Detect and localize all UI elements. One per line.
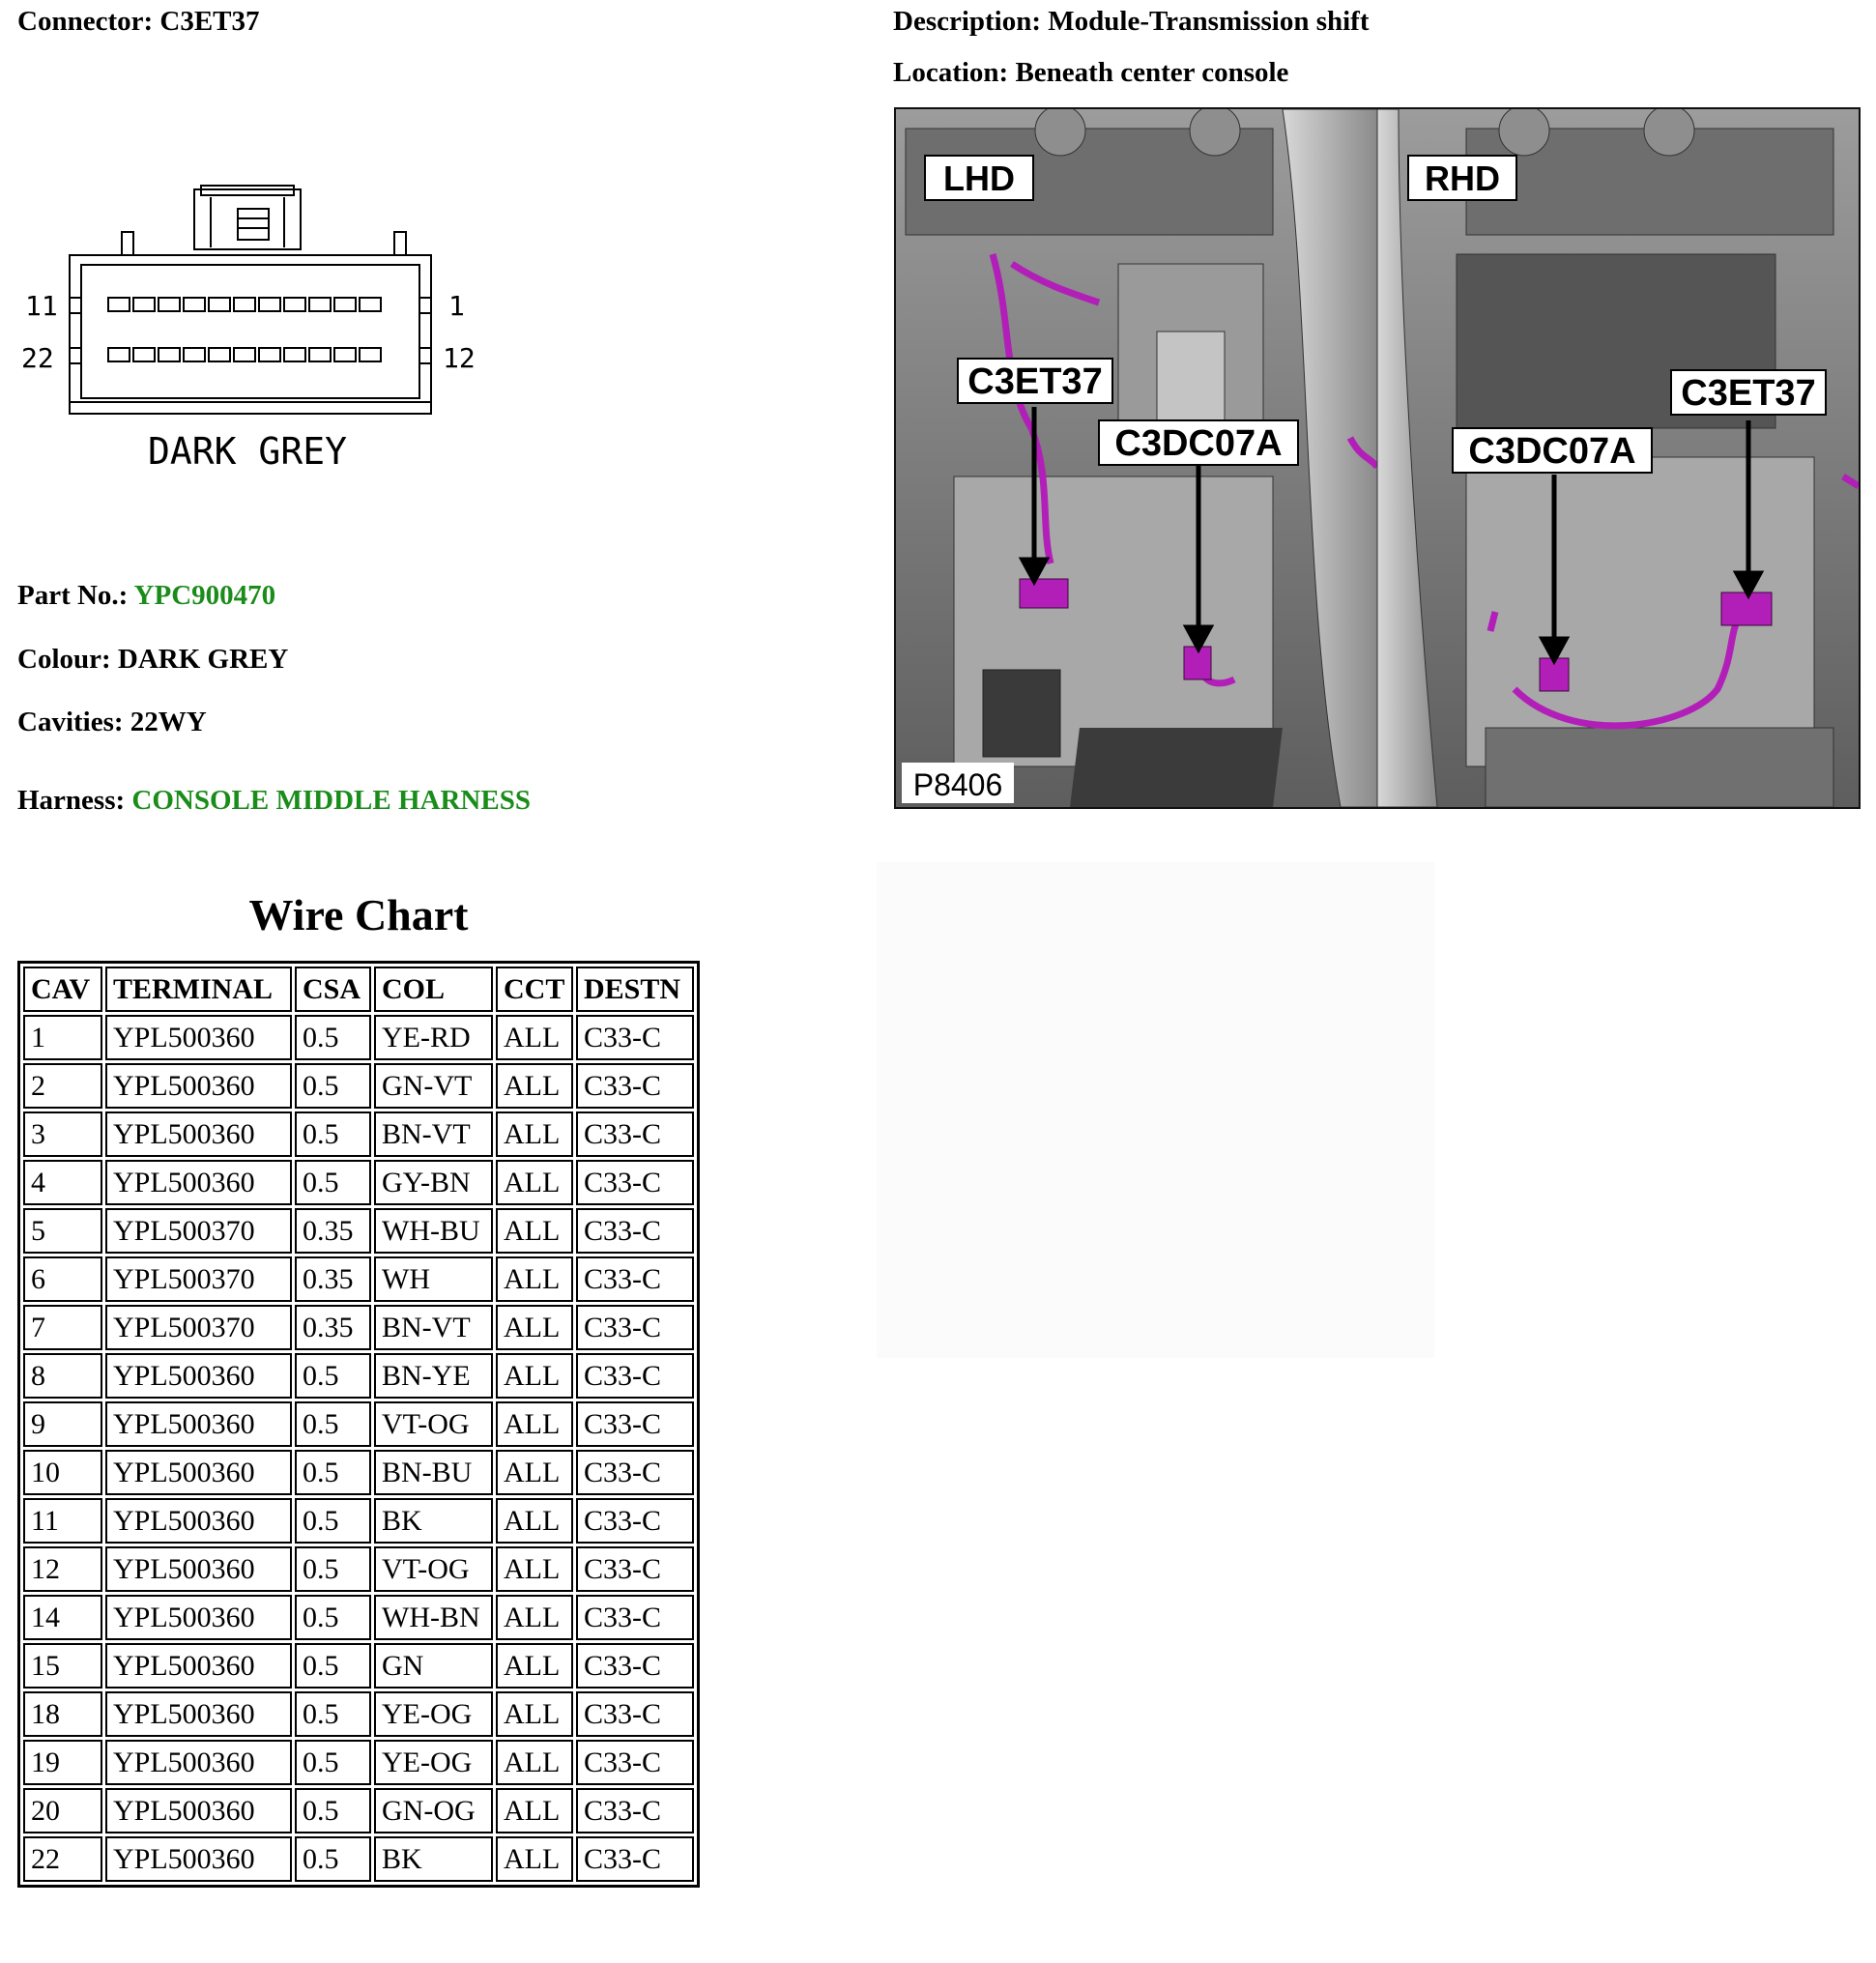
cell-cav: 10 [23, 1450, 102, 1495]
cell-destn: C33-C [576, 1595, 694, 1640]
cell-terminal: YPL500360 [105, 1691, 292, 1737]
cell-cav: 5 [23, 1208, 102, 1254]
pin-row-bottom [108, 348, 381, 361]
wire-chart-table [17, 961, 700, 1888]
description-value: Module-Transmission shift [1048, 6, 1370, 37]
cell-cct: ALL [496, 1595, 573, 1640]
cell-destn: C33-C [576, 1836, 694, 1882]
cell-col: GN [374, 1643, 493, 1689]
cell-destn: C33-C [576, 1450, 694, 1495]
header-cct: CCT [496, 967, 573, 1012]
cell-col: BN-VT [374, 1111, 493, 1157]
table-row [23, 1160, 694, 1205]
description-label: Description: [893, 6, 1042, 37]
harness-field [17, 785, 531, 817]
cell-cct: ALL [496, 1063, 573, 1109]
cell-cct: ALL [496, 1450, 573, 1495]
cell-destn: C33-C [576, 1256, 694, 1302]
cell-col: BN-YE [374, 1353, 493, 1399]
cell-terminal: YPL500360 [105, 1450, 292, 1495]
cell-csa: 0.5 [295, 1111, 371, 1157]
pin-row-top [108, 298, 381, 311]
cell-destn: C33-C [576, 1015, 694, 1060]
cell-cct: ALL [496, 1305, 573, 1350]
table-row [23, 1836, 694, 1882]
cell-terminal: YPL500360 [105, 1015, 292, 1060]
table-row [23, 1450, 694, 1495]
cell-cav: 11 [23, 1498, 102, 1544]
cell-csa: 0.5 [295, 1691, 371, 1737]
cell-cav: 8 [23, 1353, 102, 1399]
pin-label-12: 12 [443, 342, 476, 374]
table-row [23, 1788, 694, 1833]
header-destn: DESTN [576, 967, 694, 1012]
cell-col: BN-VT [374, 1305, 493, 1350]
blank-panel [877, 862, 1434, 1358]
part-number-field [17, 580, 275, 612]
wire-chart-title: Wire Chart [248, 890, 469, 939]
table-row [23, 1595, 694, 1640]
table-row [23, 1740, 694, 1785]
cell-destn: C33-C [576, 1788, 694, 1833]
cell-col: GN-OG [374, 1788, 493, 1833]
table-row [23, 1691, 694, 1737]
cell-cct: ALL [496, 1015, 573, 1060]
table-row [23, 1401, 694, 1447]
cell-col: WH-BN [374, 1595, 493, 1640]
cell-cct: ALL [496, 1740, 573, 1785]
cell-col: WH-BU [374, 1208, 493, 1254]
cell-cct: ALL [496, 1160, 573, 1205]
lhd-c3dc07a-callout: C3DC07A [1114, 423, 1283, 464]
header-csa: CSA [295, 967, 371, 1012]
cell-terminal: YPL500360 [105, 1111, 292, 1157]
cavities-label: Cavities: [17, 707, 124, 737]
table-row [23, 1256, 694, 1302]
cell-cct: ALL [496, 1498, 573, 1544]
cell-col: BK [374, 1836, 493, 1882]
cell-csa: 0.5 [295, 1643, 371, 1689]
cell-csa: 0.5 [295, 1353, 371, 1399]
cell-terminal: YPL500370 [105, 1305, 292, 1350]
cell-cav: 12 [23, 1546, 102, 1592]
cell-csa: 0.5 [295, 1740, 371, 1785]
cell-cct: ALL [496, 1208, 573, 1254]
cell-cav: 6 [23, 1256, 102, 1302]
pin-label-11: 11 [25, 290, 58, 322]
location-field [893, 57, 1288, 89]
cell-csa: 0.5 [295, 1450, 371, 1495]
cell-cct: ALL [496, 1643, 573, 1689]
cell-terminal: YPL500360 [105, 1160, 292, 1205]
location-label: Location: [893, 57, 1009, 88]
colour-label: Colour: [17, 644, 111, 675]
cell-terminal: YPL500360 [105, 1595, 292, 1640]
cell-cav: 14 [23, 1595, 102, 1640]
cell-destn: C33-C [576, 1063, 694, 1109]
cell-terminal: YPL500360 [105, 1740, 292, 1785]
cell-csa: 0.5 [295, 1063, 371, 1109]
rhd-label: RHD [1425, 159, 1500, 198]
connector-colour-text: DARK GREY [148, 430, 347, 473]
part-number-label: Part No.: [17, 580, 129, 611]
table-row [23, 1015, 694, 1060]
table-row [23, 1498, 694, 1544]
cell-col: VT-OG [374, 1401, 493, 1447]
cell-cct: ALL [496, 1836, 573, 1882]
part-number-link[interactable]: YPC900470 [133, 580, 276, 611]
cell-csa: 0.5 [295, 1498, 371, 1544]
cell-destn: C33-C [576, 1643, 694, 1689]
location-value: Beneath center console [1015, 57, 1289, 88]
cell-csa: 0.35 [295, 1256, 371, 1302]
cell-destn: C33-C [576, 1498, 694, 1544]
table-header-row [23, 967, 694, 1012]
cell-col: GY-BN [374, 1160, 493, 1205]
connector-label: Connector: [17, 6, 154, 37]
cell-col: BK [374, 1498, 493, 1544]
c3et37-lhd-connector [1020, 579, 1068, 608]
connector-face-diagram [17, 184, 481, 493]
connector-value: C3ET37 [159, 6, 260, 37]
cell-terminal: YPL500360 [105, 1546, 292, 1592]
figure-id: P8406 [912, 767, 1003, 802]
table-row [23, 1305, 694, 1350]
cell-csa: 0.5 [295, 1788, 371, 1833]
table-row [23, 1063, 694, 1109]
cell-col: YE-RD [374, 1015, 493, 1060]
header-cav: CAV [23, 967, 102, 1012]
cell-col: YE-OG [374, 1691, 493, 1737]
cell-csa: 0.5 [295, 1836, 371, 1882]
cell-cav: 20 [23, 1788, 102, 1833]
cell-col: VT-OG [374, 1546, 493, 1592]
cell-cav: 19 [23, 1740, 102, 1785]
cell-col: BN-BU [374, 1450, 493, 1495]
cell-terminal: YPL500360 [105, 1401, 292, 1447]
colour-field [17, 644, 288, 676]
cavities-value: 22WY [130, 707, 207, 737]
cell-destn: C33-C [576, 1208, 694, 1254]
rhd-c3dc07a-callout: C3DC07A [1468, 431, 1636, 472]
cell-cav: 2 [23, 1063, 102, 1109]
cell-terminal: YPL500370 [105, 1208, 292, 1254]
cell-cct: ALL [496, 1691, 573, 1737]
cell-destn: C33-C [576, 1111, 694, 1157]
cell-csa: 0.35 [295, 1208, 371, 1254]
cell-terminal: YPL500360 [105, 1788, 292, 1833]
cell-csa: 0.5 [295, 1546, 371, 1592]
table-row [23, 1208, 694, 1254]
cell-csa: 0.5 [295, 1015, 371, 1060]
cell-cav: 3 [23, 1111, 102, 1157]
connector-body [70, 255, 431, 414]
cell-terminal: YPL500360 [105, 1498, 292, 1544]
cell-col: WH [374, 1256, 493, 1302]
cell-destn: C33-C [576, 1740, 694, 1785]
cell-cav: 9 [23, 1401, 102, 1447]
cavities-field [17, 707, 207, 738]
cell-terminal: YPL500360 [105, 1836, 292, 1882]
pin-label-22: 22 [21, 342, 54, 374]
cell-cct: ALL [496, 1111, 573, 1157]
table-row [23, 1643, 694, 1689]
cell-cav: 18 [23, 1691, 102, 1737]
cell-cct: ALL [496, 1546, 573, 1592]
cell-col: YE-OG [374, 1740, 493, 1785]
cell-destn: C33-C [576, 1546, 694, 1592]
connector-field [17, 6, 260, 38]
harness-label: Harness: [17, 785, 126, 816]
table-row [23, 1111, 694, 1157]
cell-terminal: YPL500360 [105, 1643, 292, 1689]
header-terminal: TERMINAL [105, 967, 292, 1012]
colour-value: DARK GREY [117, 644, 289, 675]
cell-col: GN-VT [374, 1063, 493, 1109]
harness-link[interactable]: CONSOLE MIDDLE HARNESS [131, 785, 531, 816]
pin-label-1: 1 [448, 290, 465, 322]
lhd-c3et37-callout: C3ET37 [967, 361, 1103, 402]
header-col: COL [374, 967, 493, 1012]
cell-cav: 15 [23, 1643, 102, 1689]
cell-cav: 1 [23, 1015, 102, 1060]
cell-csa: 0.35 [295, 1305, 371, 1350]
lhd-label: LHD [943, 159, 1015, 198]
cell-cav: 4 [23, 1160, 102, 1205]
cell-destn: C33-C [576, 1353, 694, 1399]
c3et37-rhd-connector [1721, 592, 1772, 625]
cell-csa: 0.5 [295, 1595, 371, 1640]
cell-cct: ALL [496, 1788, 573, 1833]
cell-csa: 0.5 [295, 1401, 371, 1447]
cell-terminal: YPL500360 [105, 1353, 292, 1399]
cell-csa: 0.5 [295, 1160, 371, 1205]
cell-destn: C33-C [576, 1160, 694, 1205]
location-photo [894, 107, 1861, 809]
cell-cct: ALL [496, 1353, 573, 1399]
cell-terminal: YPL500360 [105, 1063, 292, 1109]
table-row [23, 1353, 694, 1399]
cell-destn: C33-C [576, 1691, 694, 1737]
cell-destn: C33-C [576, 1305, 694, 1350]
cell-cct: ALL [496, 1256, 573, 1302]
cell-cav: 7 [23, 1305, 102, 1350]
table-row [23, 1546, 694, 1592]
cell-cct: ALL [496, 1401, 573, 1447]
rhd-c3et37-callout: C3ET37 [1681, 373, 1816, 414]
description-field [893, 6, 1369, 38]
cell-destn: C33-C [576, 1401, 694, 1447]
cell-cav: 22 [23, 1836, 102, 1882]
cell-terminal: YPL500370 [105, 1256, 292, 1302]
